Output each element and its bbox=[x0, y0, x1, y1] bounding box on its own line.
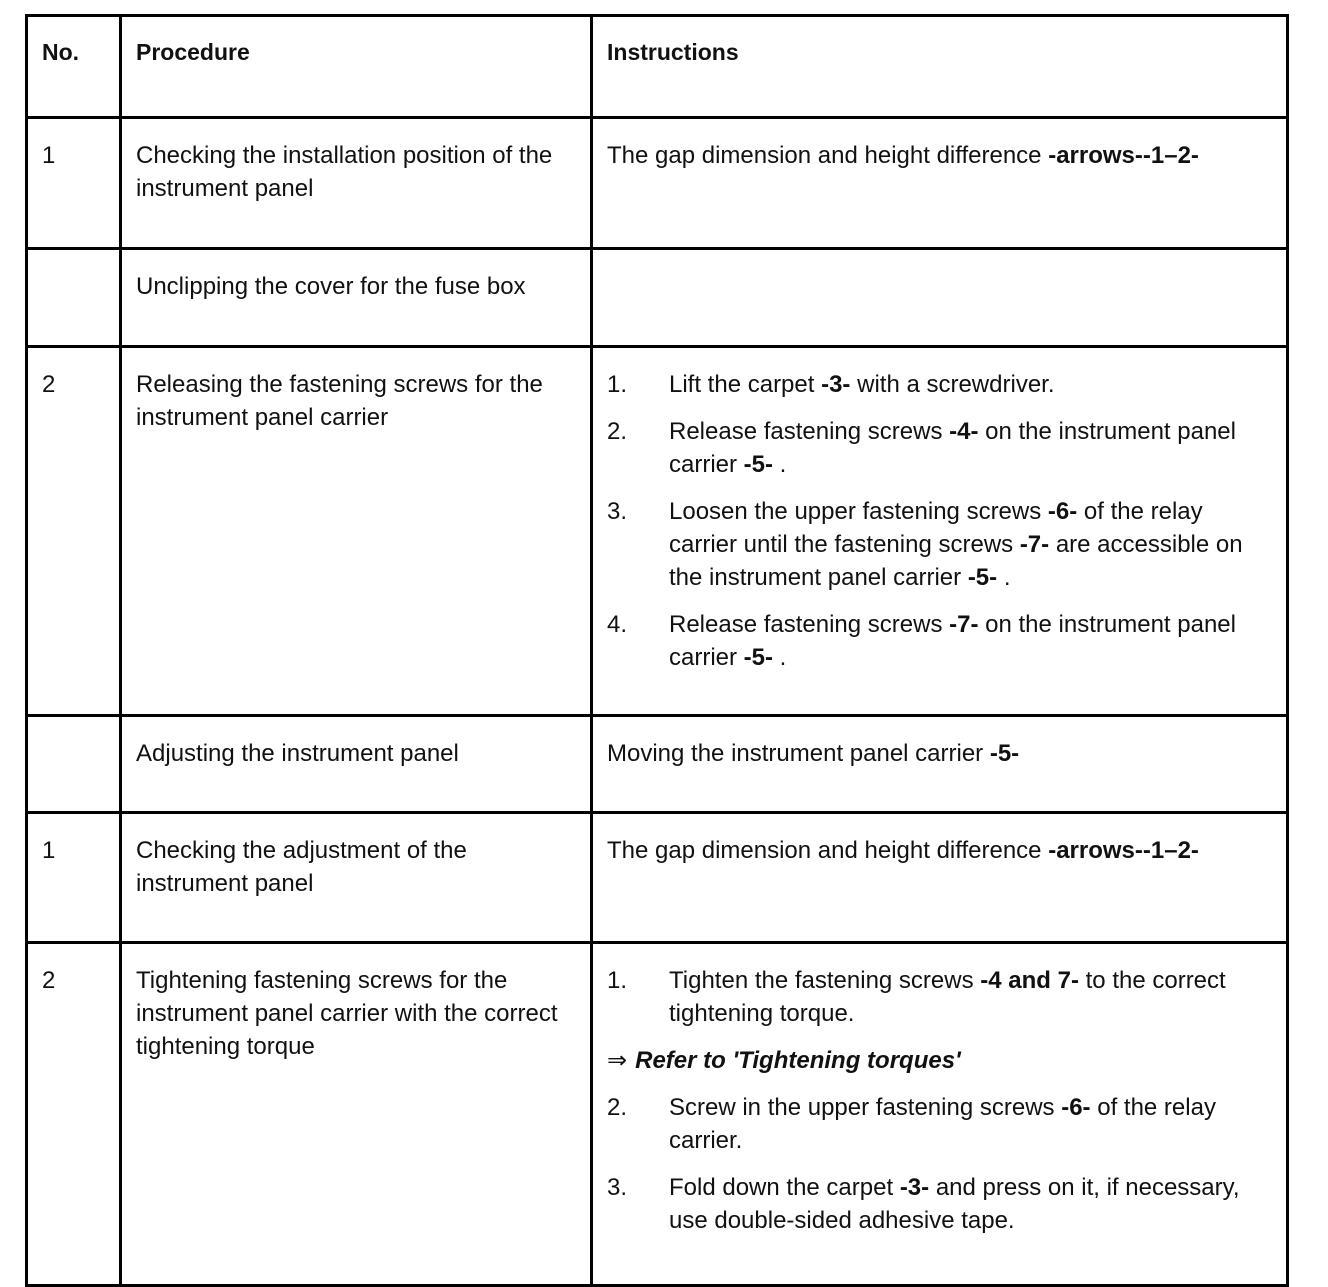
step-text bbox=[669, 495, 1274, 594]
step-text-part: on the instrument panel carrier bbox=[669, 611, 1236, 671]
instruction-ref: -arrows--1–2- bbox=[1048, 837, 1199, 864]
step-text-part: Release fastening screws bbox=[669, 611, 950, 638]
header-no: No. bbox=[27, 16, 121, 118]
step-text-part: Tighten the fastening screws bbox=[669, 967, 981, 994]
instruction-cell bbox=[592, 347, 1288, 716]
step-text-part: Lift the carpet bbox=[669, 371, 822, 398]
row-number: 2 bbox=[27, 347, 121, 716]
table-row bbox=[27, 716, 1288, 813]
procedure-text: Checking the adjustment of the instrument panel bbox=[121, 813, 592, 943]
header-procedure: Procedure bbox=[121, 16, 592, 118]
step-text-part: to the correct tightening torque. bbox=[669, 967, 1226, 1027]
step-ref: -7- bbox=[1019, 531, 1050, 558]
step-number: 2. bbox=[607, 1094, 628, 1121]
instruction-ref: -5- bbox=[989, 740, 1020, 767]
step-text bbox=[669, 1091, 1274, 1157]
reference-link[interactable] bbox=[607, 1044, 1274, 1077]
instruction-text: The gap dimension and height difference bbox=[607, 837, 1049, 864]
instruction-step bbox=[607, 1171, 1274, 1237]
reference-text: Refer to 'Tightening torques' bbox=[635, 1047, 961, 1074]
instruction-step bbox=[607, 964, 1274, 1030]
row-number: 2 bbox=[27, 943, 121, 1286]
step-text-part: Fold down the carpet bbox=[669, 1174, 900, 1201]
step-text-part: are accessible on the instrument panel carrier bbox=[669, 531, 1243, 591]
step-number: 4. bbox=[607, 611, 628, 638]
step-text-part: of the relay carrier. bbox=[669, 1094, 1216, 1154]
step-text bbox=[669, 1171, 1274, 1237]
instruction-ref: -arrows--1–2- bbox=[1048, 142, 1199, 169]
step-text-part: of the relay carrier until the fastening screws bbox=[669, 498, 1203, 558]
step-text-part: . bbox=[997, 564, 1011, 591]
step-number: 3. bbox=[607, 1174, 628, 1201]
instruction-text: The gap dimension and height difference bbox=[607, 142, 1049, 169]
step-text bbox=[669, 964, 1274, 1030]
procedure-text: Releasing the fastening screws for the instrument panel carrier bbox=[121, 347, 592, 716]
step-text-part: with a screwdriver. bbox=[850, 371, 1055, 398]
step-ref: -3- bbox=[899, 1174, 930, 1201]
procedure-text: Adjusting the instrument panel bbox=[121, 716, 592, 813]
step-number: 2. bbox=[607, 418, 628, 445]
step-ref: -6- bbox=[1047, 498, 1078, 525]
header-instructions: Instructions bbox=[592, 16, 1288, 118]
step-text-part: Loosen the upper fastening screws bbox=[669, 498, 1048, 525]
step-ref: -5- bbox=[743, 644, 774, 671]
row-number: 1 bbox=[27, 813, 121, 943]
row-number bbox=[27, 716, 121, 813]
instruction-cell bbox=[592, 249, 1288, 347]
instruction-cell bbox=[592, 118, 1288, 249]
step-text-part: . bbox=[773, 644, 787, 671]
instruction-cell bbox=[592, 813, 1288, 943]
step-number: 1. bbox=[607, 371, 628, 398]
row-number bbox=[27, 249, 121, 347]
step-ref: -5- bbox=[743, 451, 774, 478]
procedure-text: Unclipping the cover for the fuse box bbox=[121, 249, 592, 347]
instruction-step bbox=[607, 608, 1274, 674]
step-text-part: on the instrument panel carrier bbox=[669, 418, 1236, 478]
step-number: 3. bbox=[607, 498, 628, 525]
step-text bbox=[669, 608, 1274, 674]
instruction-step bbox=[607, 415, 1274, 481]
procedure-text: Checking the installation position of the instrument panel bbox=[121, 118, 592, 249]
instruction-cell bbox=[592, 716, 1288, 813]
instruction-text: Moving the instrument panel carrier bbox=[607, 740, 990, 767]
table-row bbox=[27, 943, 1288, 1286]
table-row bbox=[27, 249, 1288, 347]
table-row bbox=[27, 118, 1288, 249]
step-text-part: and press on it, if necessary, use double-sided adhesive tape. bbox=[669, 1174, 1240, 1234]
table-row bbox=[27, 347, 1288, 716]
table-row bbox=[27, 813, 1288, 943]
instruction-step bbox=[607, 368, 1274, 401]
instruction-cell bbox=[592, 943, 1288, 1286]
step-ref: -4 and 7- bbox=[980, 967, 1079, 994]
step-ref: -3- bbox=[821, 371, 851, 398]
procedure-text: Tightening fastening screws for the instrument panel carrier with the correct tightening torque bbox=[121, 943, 592, 1286]
right-double-arrow-icon: ⇒ bbox=[607, 1047, 628, 1074]
step-ref: -6- bbox=[1061, 1094, 1091, 1121]
step-ref: -4- bbox=[949, 418, 979, 445]
row-number: 1 bbox=[27, 118, 121, 249]
instruction-step bbox=[607, 495, 1274, 594]
instruction-step bbox=[607, 1091, 1274, 1157]
step-text bbox=[669, 368, 1274, 401]
step-text-part: Screw in the upper fastening screws bbox=[669, 1094, 1062, 1121]
table-header-row bbox=[27, 16, 1288, 118]
step-number: 1. bbox=[607, 967, 628, 994]
step-ref: -5- bbox=[967, 564, 998, 591]
step-text-part: Release fastening screws bbox=[669, 418, 950, 445]
step-ref: -7- bbox=[949, 611, 979, 638]
step-text-part: . bbox=[773, 451, 787, 478]
step-text bbox=[669, 415, 1274, 481]
procedure-table bbox=[25, 14, 1289, 1287]
